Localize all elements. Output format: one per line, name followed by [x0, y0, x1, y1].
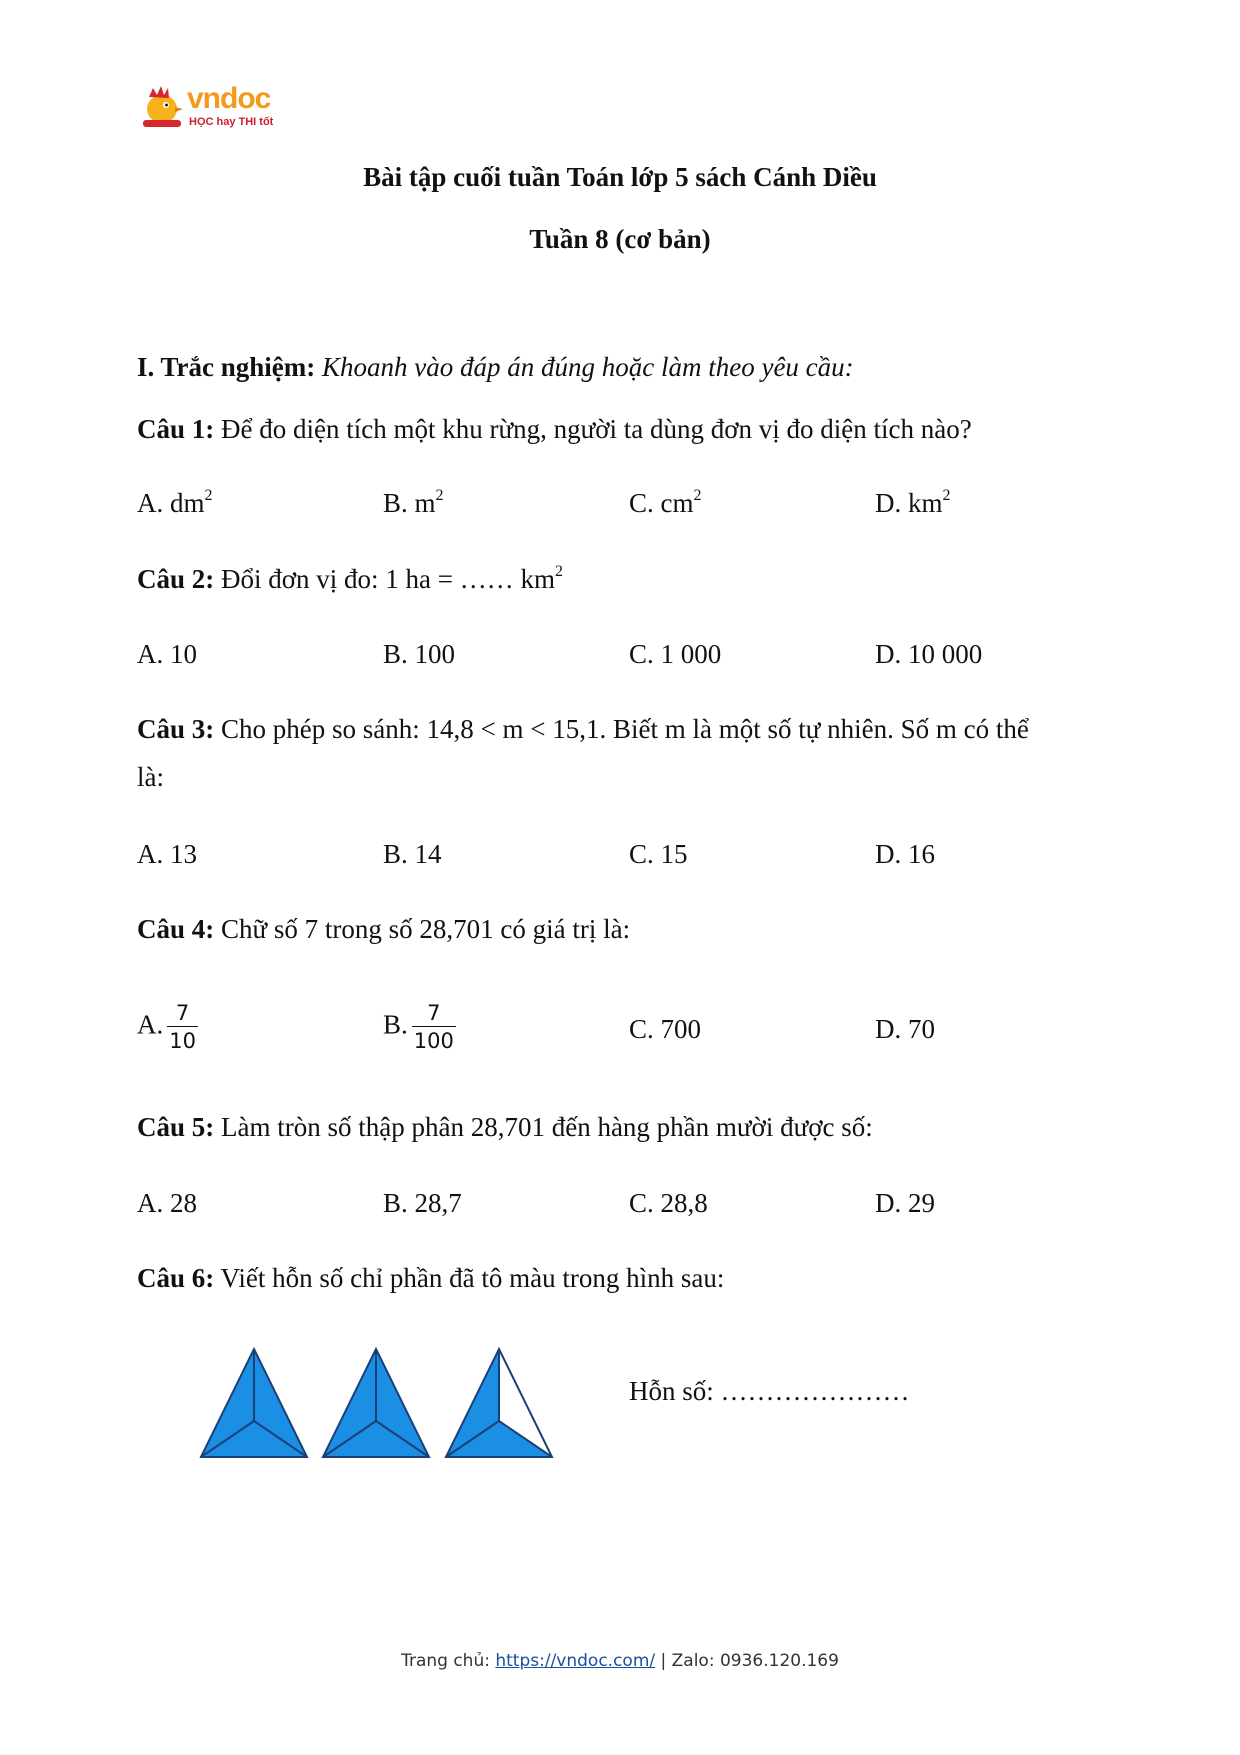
q3-option-d[interactable]: D. 16: [875, 839, 935, 869]
question-3-continued: là:: [137, 762, 164, 792]
question-4: Câu 4: Chữ số 7 trong số 28,701 có giá trị là:: [137, 914, 631, 944]
section-label: I. Trắc nghiệm:: [137, 352, 316, 382]
page-footer: Trang chủ: https://vndoc.com/ | Zalo: 0936.120.169: [401, 1651, 839, 1671]
q5-option-c[interactable]: C. 28,8: [629, 1188, 708, 1218]
q1-option-d[interactable]: D. $km^2$: [875, 487, 951, 518]
page-title: Bài tập cuối tuần Toán lớp 5 sách Cánh Diều: [363, 162, 877, 192]
q1-option-a[interactable]: A. $dm^2$: [137, 487, 213, 518]
section-heading: [137, 352, 854, 383]
question-5: Câu 5: Làm tròn số thập phân 28,701 đến hàng phần mười được số:: [137, 1112, 873, 1142]
q5-option-d[interactable]: D. 29: [875, 1188, 935, 1218]
q5-option-b[interactable]: B. 28,7: [383, 1188, 462, 1218]
section-instruction: Khoanh vào đáp án đúng hoặc làm theo yêu cầu:: [322, 352, 854, 382]
q3-option-c[interactable]: C. 15: [629, 839, 688, 869]
shaded-triangles-figure: [195, 1345, 575, 1460]
q1-option-c[interactable]: C. $cm^2$: [629, 487, 702, 518]
q5-option-a[interactable]: A. 28: [137, 1188, 197, 1218]
triangle-3-partially-shaded: [446, 1349, 552, 1457]
q4-option-c[interactable]: C. 700: [629, 1014, 702, 1044]
q1-option-b[interactable]: B. $m^2$: [383, 487, 444, 518]
triangle-1: [201, 1349, 307, 1457]
q2-option-d[interactable]: D. 10 000: [875, 639, 983, 669]
q2-option-c[interactable]: C. 1 000: [629, 639, 722, 669]
home-link[interactable]: https://vndoc.com/: [495, 1651, 656, 1671]
triangle-2: [323, 1349, 429, 1457]
rooster-mascot-icon: [137, 82, 187, 132]
fraction-7-10: $\frac{7}{10}$: [169, 1001, 196, 1053]
page-subtitle: Tuần 8 (cơ bản): [529, 224, 711, 254]
mixed-number-answer-field[interactable]: Hỗn số: …………………: [629, 1376, 910, 1406]
vndoc-logo: [137, 82, 297, 138]
q4-option-d[interactable]: D. 70: [875, 1014, 935, 1044]
question-3: Câu 3: Cho phép so sánh: 14,8 < m < 15,1. Biết m là một số tự nhiên. Số m có thể: [137, 714, 1029, 744]
q3-option-b[interactable]: B. 14: [383, 839, 442, 869]
fraction-7-100: $\frac{7}{100}$: [413, 1001, 454, 1053]
q4-option-a[interactable]: A. $\frac{7}{10}$: [137, 1001, 196, 1053]
q4-option-b[interactable]: B. $\frac{7}{100}$: [383, 1001, 454, 1053]
logo-brand: vndoc: [187, 82, 271, 115]
q2-option-a[interactable]: A. 10: [137, 639, 197, 669]
q3-option-a[interactable]: A. 13: [137, 839, 197, 869]
question-1: Câu 1: Để đo diện tích một khu rừng, người ta dùng đơn vị đo diện tích nào?: [137, 414, 972, 444]
logo-tagline: HỌC hay THI tốt: [189, 116, 274, 128]
q2-option-b[interactable]: B. 100: [383, 639, 456, 669]
question-6: Câu 6: Viết hỗn số chỉ phần đã tô màu trong hình sau:: [137, 1263, 725, 1293]
question-2: Câu 2: Đổi đơn vị đo: 1 ha = …… $km^2$: [137, 563, 564, 594]
